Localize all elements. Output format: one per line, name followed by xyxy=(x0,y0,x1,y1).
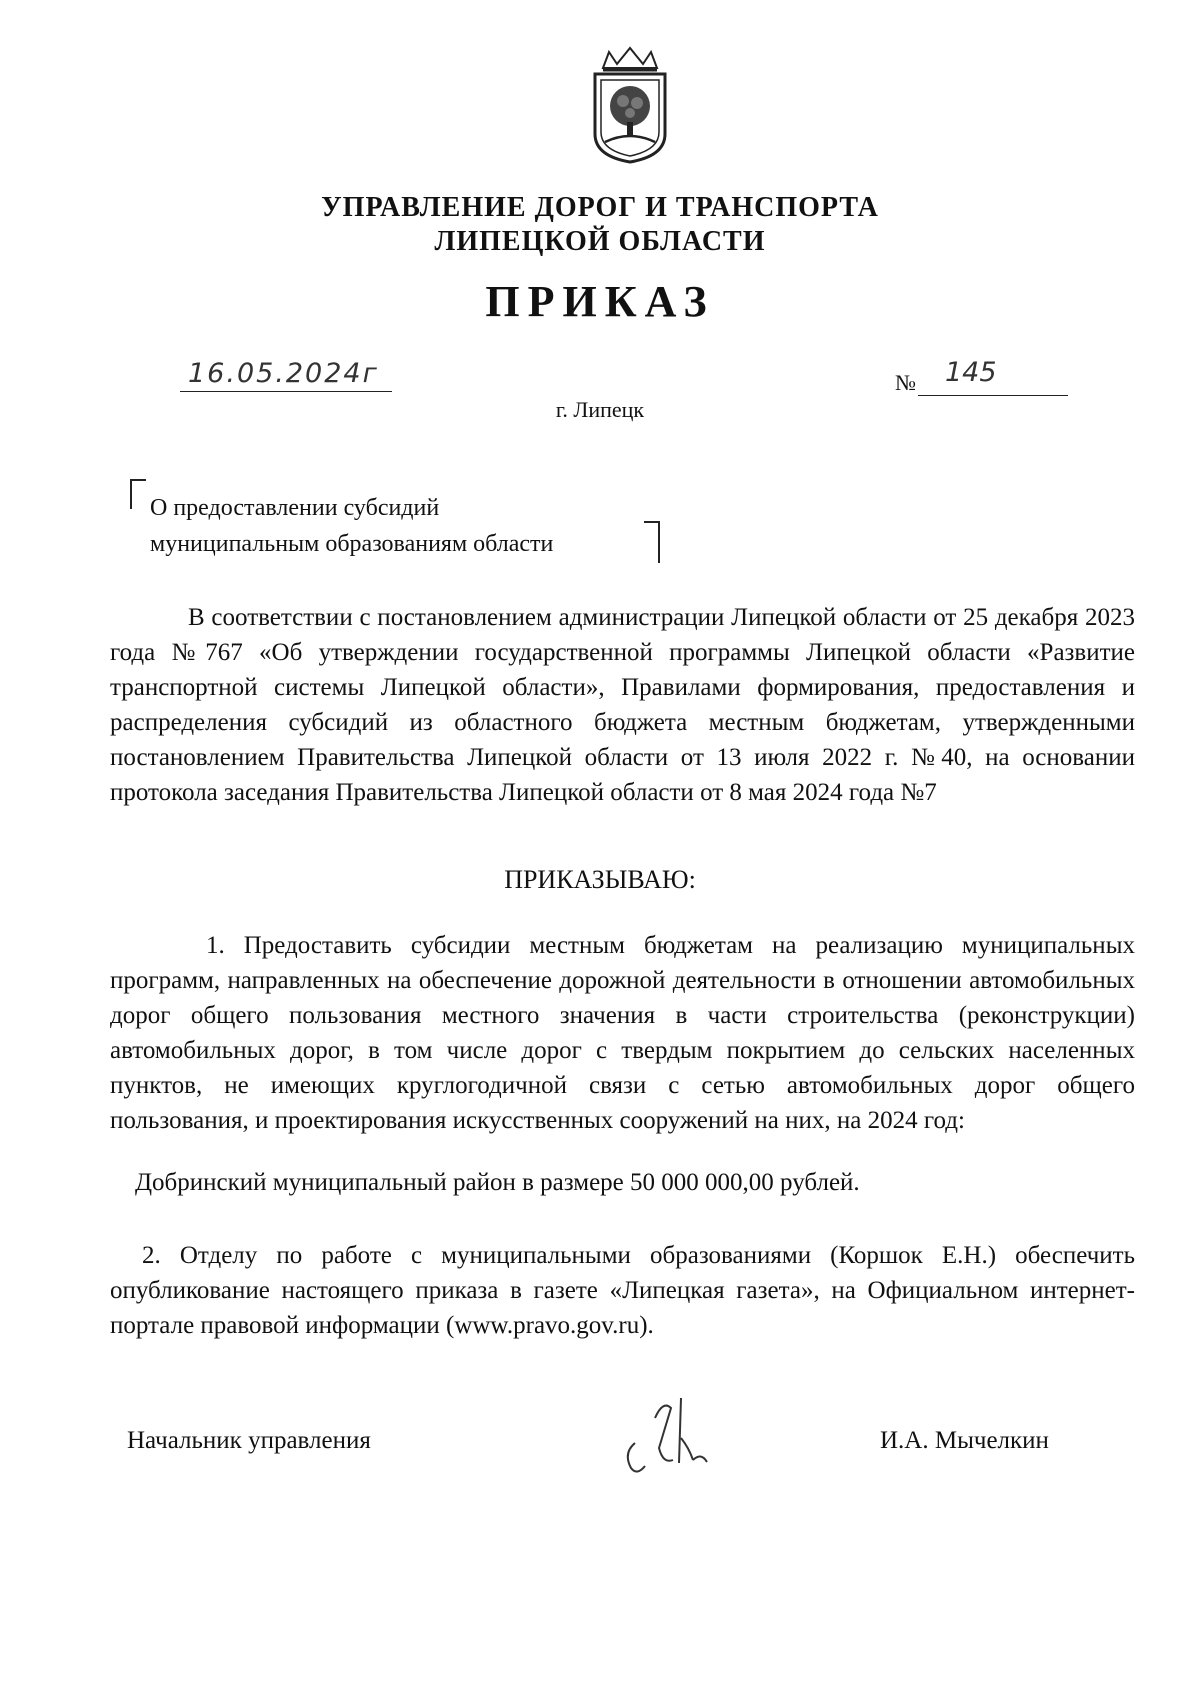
date-underline xyxy=(180,391,392,392)
subject-block xyxy=(150,490,553,562)
number-sign: № xyxy=(895,370,916,395)
subject-line1: О предоставлении субсидий xyxy=(150,495,440,521)
order-item-2: 2. Отделу по работе с муниципальными образованиями (Коршок Е.Н.) обеспечить опубликование настоящего приказа в газете «Липецкая газета», на Официальном интернет-портале правовой информации (www.pravo.gov.ru). xyxy=(110,1242,1135,1339)
signer-name: И.А. Мычелкин xyxy=(880,1427,1049,1454)
order-item-1-district: Добринский муниципальный район в размере 50 000 000,00 рублей. xyxy=(135,1169,860,1196)
handwritten-date: 16.05.2024г xyxy=(188,358,379,389)
document-title: ПРИКАЗ xyxy=(485,277,715,326)
handwritten-signature xyxy=(615,1378,755,1488)
subject-bracket-left xyxy=(130,479,146,509)
coat-of-arms-emblem xyxy=(585,46,675,164)
handwritten-number: 145 xyxy=(945,357,997,388)
city-label: г. Липецк xyxy=(555,397,645,422)
signer-position: Начальник управления xyxy=(127,1427,371,1454)
org-name-line1: УПРАВЛЕНИЕ ДОРОГ И ТРАНСПОРТА xyxy=(321,192,879,223)
subject-line2: муниципальным образованиям области xyxy=(150,531,554,557)
number-underline xyxy=(918,395,1068,396)
order-heading: ПРИКАЗЫВАЮ: xyxy=(504,865,696,894)
preamble-paragraph: В соответствии с постановлением администрации Липецкой области от 25 декабря 2023 года №767 «Об утверждении государственной программы Липецкой области «Развитие транспортной системы Липецкой области», Правилами формирования, предоставления и распределения субсидий из областного бюджета местным бюджетам, утвержденными постановлением Правительства Липецкой области от 13 июля 2022 г. №40, на основании протокола заседания Правительства Липецкой области от 8 мая 2024 года №7 xyxy=(110,604,1135,806)
org-name-line2: ЛИПЕЦКОЙ ОБЛАСТИ xyxy=(434,226,766,257)
order-item-1: 1. Предоставить субсидии местным бюджетам на реализацию муниципальных программ, направленных на обеспечение дорожной деятельности в отношении автомобильных дорог общего пользования местного значения в части строительства (реконструкции) автомобильных дорог, в том числе дорог с твердым покрытием до сельских населенных пунктов, не имеющих круглогодичной связи с сетью автомобильных дорог общего пользования, и проектирования искусственных сооружений на них, на 2024 год: xyxy=(110,932,1135,1134)
subject-bracket-right xyxy=(644,521,660,563)
